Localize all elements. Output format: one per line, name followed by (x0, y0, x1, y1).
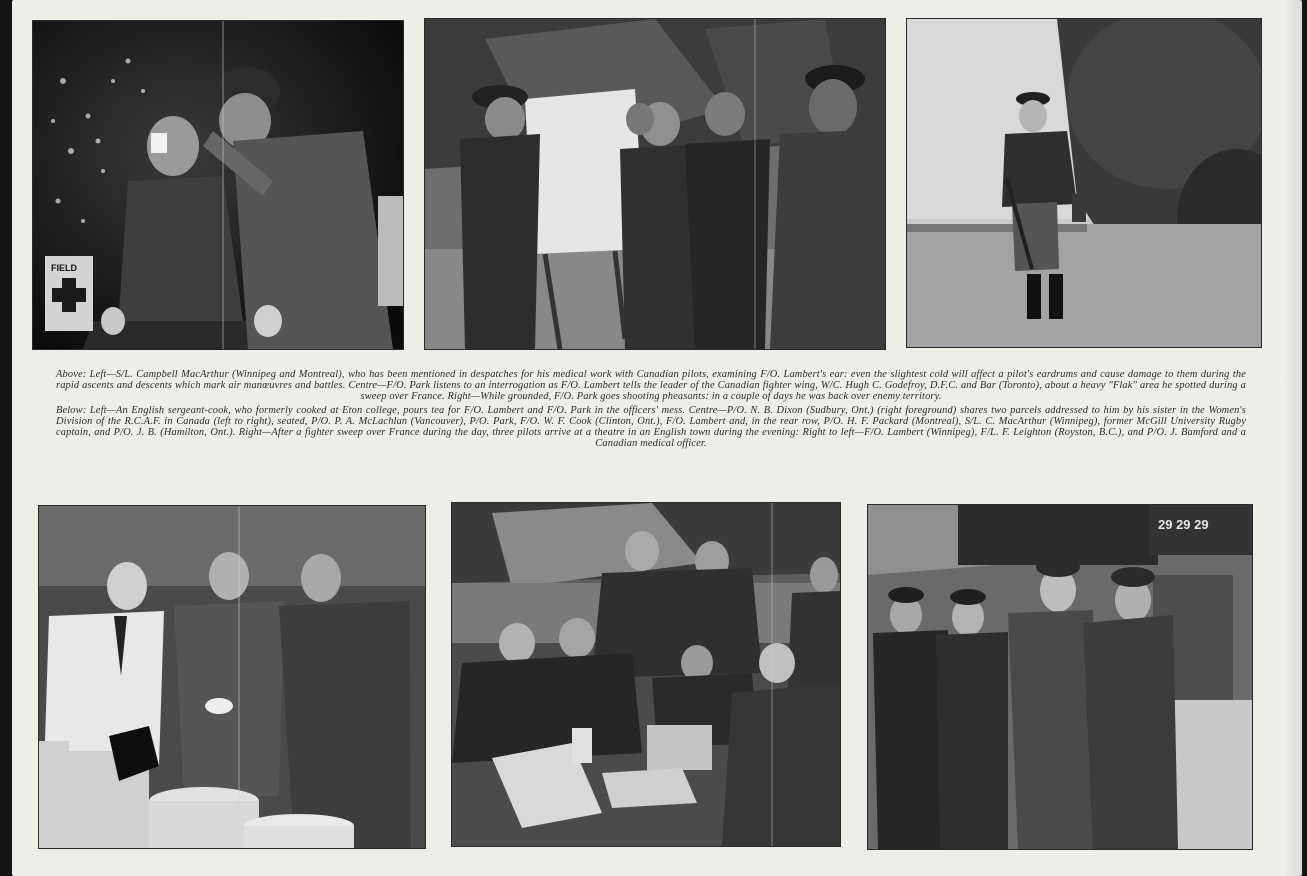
photo-theatre-arrival (867, 504, 1253, 850)
magazine-page (12, 0, 1302, 876)
photo-shooting-pheasants (906, 18, 1262, 348)
field-kit-label: FIELD (51, 263, 77, 273)
photo-sharing-parcels (451, 502, 841, 847)
caption-above: Above: Left—S/L. Campbell MacArthur (Winnipeg and Montreal), who has been mentioned in despatches for his medical work with Canadian pilots, examining F/O. Lambert's ear: even the slightest cold will affect a pilot's eardrums and cause damage to them during the rapid ascents and descents which mark air manœuvres and battles. Centre—F/O. Park listens to an interrogation as F/O. Lambert tells the leader of the Canadian fighter wing, W/C. Hugh C. Godefroy, D.F.C. and Bar (Toronto), about a heavy "Flak" area he spotted during a sweep over France. Right—While grounded, F/O. Park goes shooting pheasants: in a couple of days he was back over enemy territory. (56, 369, 1246, 403)
caption-below: Below: Left—An English sergeant-cook, who formerly cooked at Eton college, pours tea for F/O. Lambert and F/O. Park in the officers' mess. Centre—P/O. N. B. Dixon (Sudbury, Ont.) (right foreground) shares two parcels addressed to him by his sister in the Women's Division of the R.C.A.F. in Canada (left to right), seated, P/O. P. A. McLachlan (Vancouver), P/O. Park, F/O. W. F. Cook (Clinton, Ont.), F/O. Lambert and, in the rear row, P/O. H. F. Packard (Montreal), S/L. C. MacArthur (Winnipeg), former McGill University Rugby captain, and P/O. J. B. (Hamilton, Ont.). Right—After a fighter sweep over France during the day, three pilots arrive at a theatre in an English town during the evening: Right to left—F/O. Lambert (Winnipeg), F/L. F. Leighton (Royston, B.C.), and P/O. J. Bamford and a Canadian medical officer. (56, 404, 1246, 450)
photo-interrogation (424, 18, 886, 350)
caption-block (56, 369, 1246, 449)
photo-tea-in-mess (38, 505, 426, 849)
photo-ear-examination (32, 20, 404, 350)
theatre-board-numbers: 29 29 29 (1158, 517, 1209, 532)
